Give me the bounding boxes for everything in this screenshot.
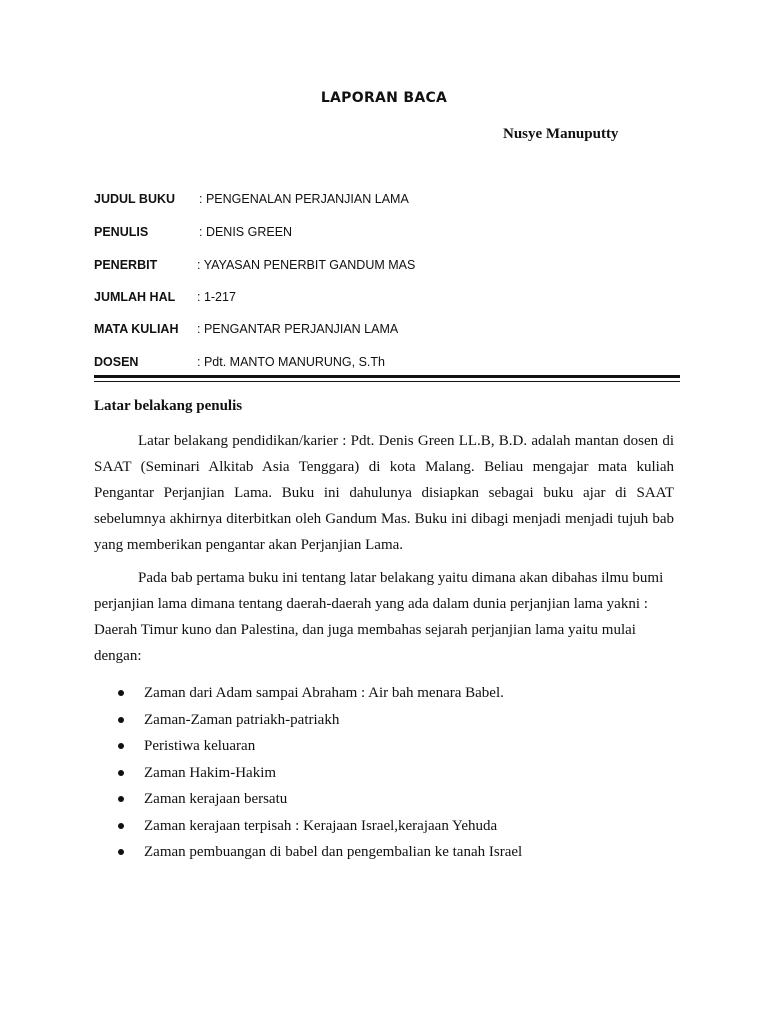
paragraph-background: Latar belakang pendidikan/karier : Pdt. Denis Green LL.B, B.D. adalah mantan dosen di SAAT (Seminari Alkitab Asia Tenggara) di kota Malang. Beliau mengajar mata kuliah Pengantar Perjanjian Lama. Buku ini dahulunya disiapkan sebagai buku ajar di SAAT sebelumnya akhirnya diterbitkan oleh Gandum Mas. Buku ini dibagi menjadi menjadi tujuh bab yang memberikan pengantar akan Perjanjian Lama. [94,433,674,553]
list-item: Zaman kerajaan terpisah : Kerajaan Israel,kerajaan Yehuda [94,813,522,840]
bullet-icon [118,717,124,723]
meta-value: : PENGENALAN PERJANJIAN LAMA [199,192,409,206]
list-item: Zaman-Zaman patriakh-patriakh [94,707,522,734]
section-heading: Latar belakang penulis [94,398,243,414]
header-divider-thick [94,375,680,378]
meta-label: PENULIS [94,225,149,239]
meta-row-mata-kuliah [94,322,399,336]
list-item: Zaman Hakim-Hakim [94,760,522,787]
meta-value: : YAYASAN PENERBIT GANDUM MAS [197,258,416,272]
meta-label: DOSEN [94,355,139,369]
meta-row-penulis [94,225,293,239]
bullet-icon [118,823,124,829]
meta-label: JUDUL BUKU [94,192,176,206]
meta-row-dosen [94,355,385,369]
meta-value: : DENIS GREEN [199,225,293,239]
paragraph-chapter-one: Pada bab pertama buku ini tentang latar belakang yaitu dimana akan dibahas ilmu bumi perjanjian lama dimana tentang daerah-daerah yang ada dalam dunia perjanjian lama yakni : Daerah Timur kuno dan Palestina, dan juga membahas sejarah perjanjian lama yaitu mulai dengan: [94,570,664,664]
list-item: Zaman pembuangan di babel dan pengembalian ke tanah Israel [94,839,522,866]
bullet-icon [118,770,124,776]
meta-value: : Pdt. MANTO MANURUNG, S.Th [197,355,385,369]
list-item: Peristiwa keluaran [94,733,522,760]
bullet-icon [118,743,124,749]
meta-label: MATA KULIAH [94,322,179,336]
list-item: Zaman dari Adam sampai Abraham : Air bah menara Babel. [94,680,522,707]
meta-row-jumlah-hal [94,290,236,304]
bullet-icon [118,849,124,855]
report-title: LAPORAN BACA [320,90,448,106]
bullet-icon [118,690,124,696]
meta-label: PENERBIT [94,258,158,272]
meta-value: : 1-217 [197,290,236,304]
meta-label: JUMLAH HAL [94,290,176,304]
meta-row-penerbit [94,258,416,272]
list-item: Zaman kerajaan bersatu [94,786,522,813]
header-divider-thin [94,381,680,382]
author-name: Nusye Manuputty [503,126,619,142]
bullet-list [94,680,522,866]
meta-value: : PENGANTAR PERJANJIAN LAMA [197,322,399,336]
bullet-icon [118,796,124,802]
meta-row-judul-buku [94,192,409,206]
